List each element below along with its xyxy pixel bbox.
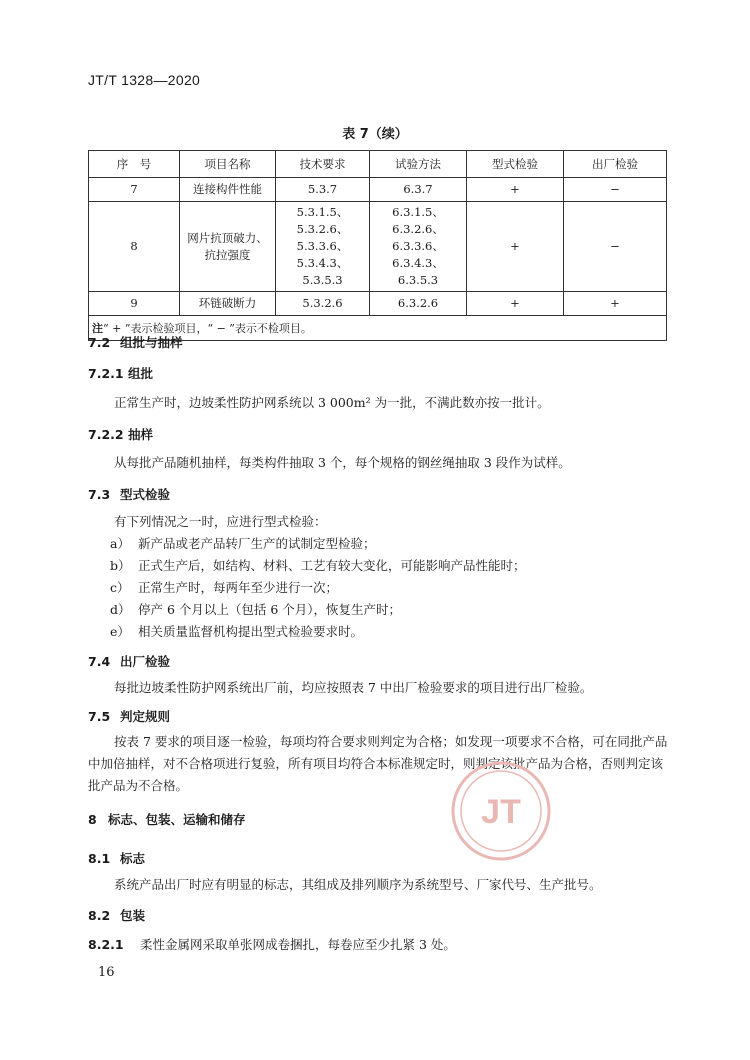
list-item: [110, 578, 338, 596]
standard-number: JT/T 1328—2020: [88, 72, 201, 88]
heading-8-2: [88, 906, 145, 924]
cell-requirement: 5.3.7: [276, 178, 370, 202]
table-row: [89, 202, 667, 292]
list-item: [110, 556, 526, 574]
list-text: 正式生产后，如结构、材料、工艺有较大变化，可能影响产品性能时；: [138, 558, 526, 573]
heading-7-5: [88, 707, 170, 725]
section-number: 7.2: [88, 335, 111, 350]
list-text: 相关质量监督机构提出型式检验要求时。: [138, 624, 364, 639]
cell-type-test: +: [467, 202, 564, 292]
heading-7-3: [88, 485, 170, 503]
cell-factory-test: +: [564, 292, 667, 316]
page-number: 16: [98, 965, 115, 980]
list-text: 正常生产时，每两年至少进行一次；: [138, 580, 339, 595]
section-number: 7.5: [88, 709, 111, 724]
cell-name: 连接构件性能: [180, 178, 276, 202]
paragraph-7-5: 按表 7 要求的项目逐一检验，每项均符合要求则判定为合格；如发现一项要求不合格，可在同批产品中加倍抽样，对不合格项进行复验，所有项目均符合本标准规定时，则判定该批产品为合格，否则判定该批产品为不合格。: [88, 734, 668, 793]
note-label: 注: [92, 321, 103, 335]
list-text: 新产品或老产品转厂生产的试制定型检验；: [138, 536, 376, 551]
note-text: “ + ”表示检验项目，“ − ”表示不检项目。: [103, 321, 312, 335]
list-marker: b）: [110, 558, 131, 573]
list-marker: c）: [110, 580, 130, 595]
cell-factory-test: −: [564, 178, 667, 202]
cell-name: 环链破断力: [180, 292, 276, 316]
section-number: 8.1: [88, 851, 111, 866]
section-number: 7.4: [88, 654, 111, 669]
paragraph-7-2-2: 从每批产品随机抽样，每类构件抽取 3 个，每个规格的钢丝绳抽取 3 段作为试样。: [114, 455, 571, 470]
header-requirement: 技术要求: [276, 151, 370, 178]
cell-method: 6.3.7: [370, 178, 467, 202]
stamp-text: JT: [481, 793, 521, 831]
header-name: 项目名称: [180, 151, 276, 178]
list-marker: e）: [110, 624, 130, 639]
heading-8: [88, 810, 246, 828]
section-title: 判定规则: [120, 709, 171, 724]
header-no: 序 号: [89, 151, 180, 178]
cell-no: 9: [89, 292, 180, 316]
cell-requirement: 5.3.1.5、5.3.2.6、5.3.3.6、5.3.4.3、5.3.5.3: [276, 202, 370, 292]
section-title: 标志: [120, 851, 146, 866]
header-type-test: 型式检验: [467, 151, 564, 178]
table-row: [89, 178, 667, 202]
section-title: 出厂检验: [120, 654, 171, 669]
heading-7-2-2: [88, 425, 153, 443]
jt-stamp-watermark: [450, 760, 552, 862]
section-title: 型式检验: [120, 487, 171, 502]
list-marker: d）: [110, 602, 131, 617]
heading-7-4: [88, 652, 170, 670]
section-number: 7.3: [88, 487, 111, 502]
paragraph-7-2-1: 正常生产时，边坡柔性防护网系统以 3 000m² 为一批，不满此数亦按一批计。: [114, 395, 550, 410]
cell-no: 8: [89, 202, 180, 292]
paragraph-7-4: 每批边坡柔性防护网系统出厂前，均应按照表 7 中出厂检验要求的项目进行出厂检验。: [114, 680, 593, 695]
cell-method: 6.3.2.6: [370, 292, 467, 316]
section-title: 包装: [120, 908, 146, 923]
cell-name: 网片抗顶破力、抗拉强度: [180, 202, 276, 292]
paragraph-7-3-intro: 有下列情况之一时，应进行型式检验：: [114, 514, 327, 529]
heading-8-1: [88, 849, 145, 867]
section-number: 8: [88, 812, 97, 827]
list-item: [110, 534, 376, 552]
list-item: [110, 622, 363, 640]
section-title: 抽样: [128, 427, 154, 442]
header-factory-test: 出厂检验: [564, 151, 667, 178]
table-7: [88, 150, 667, 341]
paragraph-8-2-1: [88, 934, 668, 956]
table-caption: 表 7（续）: [342, 127, 408, 142]
heading-7-2-1: [88, 364, 153, 382]
table-row: [89, 292, 667, 316]
cell-method: 6.3.1.5、6.3.2.6、6.3.3.6、6.3.4.3、6.3.5.3: [370, 202, 467, 292]
cell-factory-test: −: [564, 202, 667, 292]
section-title: 组批与抽样: [120, 335, 183, 350]
paragraph-8-1: 系统产品出厂时应有明显的标志，其组成及排列顺序为系统型号、厂家代号、生产批号。: [114, 877, 602, 892]
paragraph-text: 柔性金属网采取单张网成卷捆扎，每卷应至少扎紧 3 处。: [140, 937, 456, 952]
section-number: 7.2.1: [88, 366, 124, 381]
cell-type-test: +: [467, 292, 564, 316]
cell-type-test: +: [467, 178, 564, 202]
section-number: 8.2.1: [88, 937, 124, 952]
section-title: 标志、包装、运输和储存: [108, 812, 246, 827]
header-method: 试验方法: [370, 151, 467, 178]
section-number: 8.2: [88, 908, 111, 923]
cell-no: 7: [89, 178, 180, 202]
list-item: [110, 600, 401, 618]
list-text: 停产 6 个月以上（包括 6 个月），恢复生产时；: [138, 602, 402, 617]
table-header-row: [89, 151, 667, 178]
section-number: 7.2.2: [88, 427, 124, 442]
heading-7-2: [88, 333, 183, 351]
list-marker: a）: [110, 536, 130, 551]
section-title: 组批: [128, 366, 154, 381]
cell-requirement: 5.3.2.6: [276, 292, 370, 316]
